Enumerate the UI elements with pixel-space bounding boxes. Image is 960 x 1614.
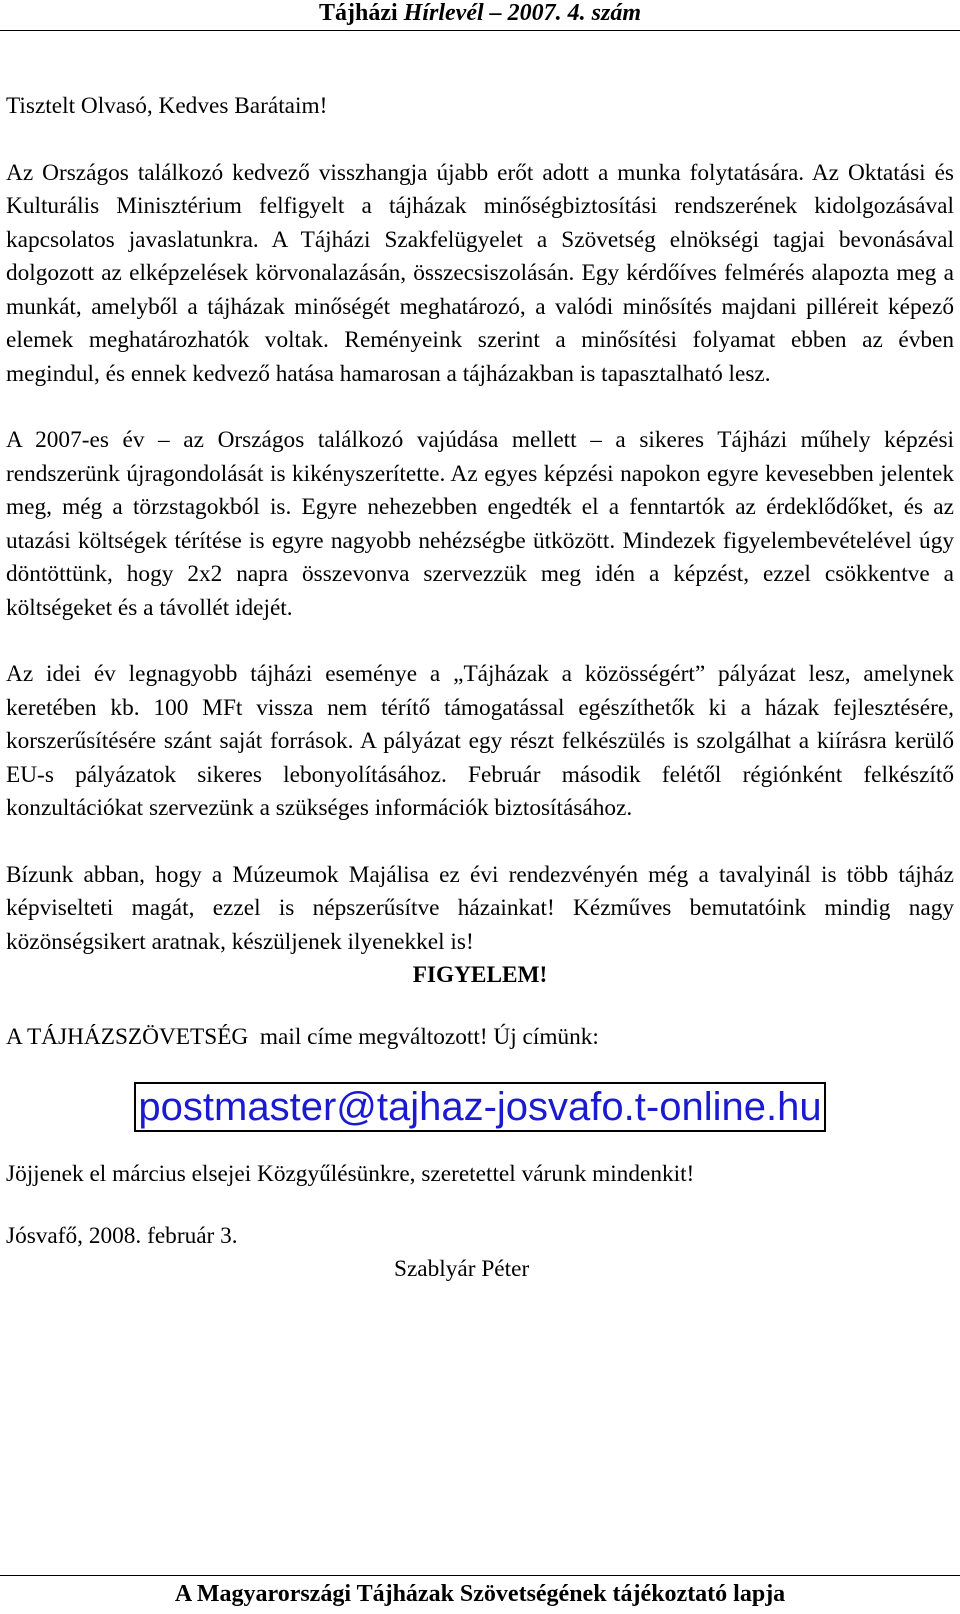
- paragraph-1: Az Országos találkozó kedvező visszhangja újabb erőt adott a munka folytatására. Az Oktatási és Kulturális Minisztérium felfigyelt a tájházak minőségbiztosítási rendszerének kidolgozásával kapcsolatos javaslatunkra. A Tájházi Szakfelügyelet a Szövetség elnökségi tagjai bevonásával dolgozott az elképzelések körvonalazásán, összecsiszolásán. Egy kérdőíves felmérés alapozta meg a munkát, amelyből a tájházak minőségét meghatározó, a valódi minősítés majdani pilléreit képező elemek meghatározhatók voltak. Reményeink szerint a minősítési folyamat ebben az évben megindul, és ennek kedvező hatása hamarosan a tájházakban is tapasztalható lesz.: [6, 159, 954, 387]
- page-footer: A Magyarországi Tájházak Szövetségének tájékoztató lapja: [0, 1575, 960, 1614]
- invitation: Jöjjenek el március elsejei Közgyűlésünkre, szeretettel várunk mindenkit!: [6, 1161, 695, 1187]
- paragraph-2: A 2007-es év – az Országos találkozó vajúdása mellett – a sikeres Tájházi műhely képzési rendszerünk újragondolását is kikényszerítette. Az egyes képzési napokon egyre kevesebben jelentek meg, még a törzstagokból is. Egyre nehezebben engedték el a fenntartók az érdeklődőket, és az utazási költségek térítése is egyre nagyobb nehézségbe ütközött. Mindezek figyelembevételével úgy döntöttünk, hogy 2x2 napra összevonva szervezzük meg idén a képzést, ezzel csökkentve a költségeket és a távollét idejét.: [6, 427, 954, 621]
- signature: Szablyár Péter: [394, 1256, 530, 1282]
- email-link[interactable]: postmaster@tajhaz-josvafo.t-online.hu: [134, 1082, 825, 1132]
- paragraph-3: Az idei év legnagyobb tájházi eseménye a „Tájházak a közösségért” pályázat lesz, amelynek keretében kb. 100 MFt vissza nem térítő támogatással egészíthetők ki a házak fejlesztésére, korszerűsítésére szánt saját források. A pályázat egy részt felkészülés is szolgálhat a kiírásra kerülő EU-s pályázatok sikeres lebonyolításához. Február második felétől régiónként felkészítő konzultációkat szervezünk a szükséges információk biztosításához.: [6, 661, 954, 821]
- page-header: [0, 0, 960, 31]
- notice-text: A TÁJHÁZSZÖVETSÉG mail címe megváltozott! Új címünk:: [6, 1023, 599, 1050]
- header-title-part1: Tájházi: [319, 0, 404, 26]
- place-date: Jósvafő, 2008. február 3.: [6, 1222, 238, 1249]
- paragraph-4: Bízunk abban, hogy a Múzeumok Majálisa ez évi rendezvényén még a tavalyinál is több tájház képviselteti magát, ezzel is népszerűsítve házainkat! Kézműves bemutatóink mindig nagy közönségsikert aratnak, készüljenek ilyenekkel is!: [6, 861, 954, 955]
- header-title-part2: Hírlevél – 2007. 4. szám: [403, 0, 641, 26]
- greeting: Tisztelt Olvasó, Kedves Barátaim!: [6, 93, 328, 119]
- letter-body: [6, 90, 954, 1287]
- notice-heading: FIGYELEM!: [412, 962, 548, 988]
